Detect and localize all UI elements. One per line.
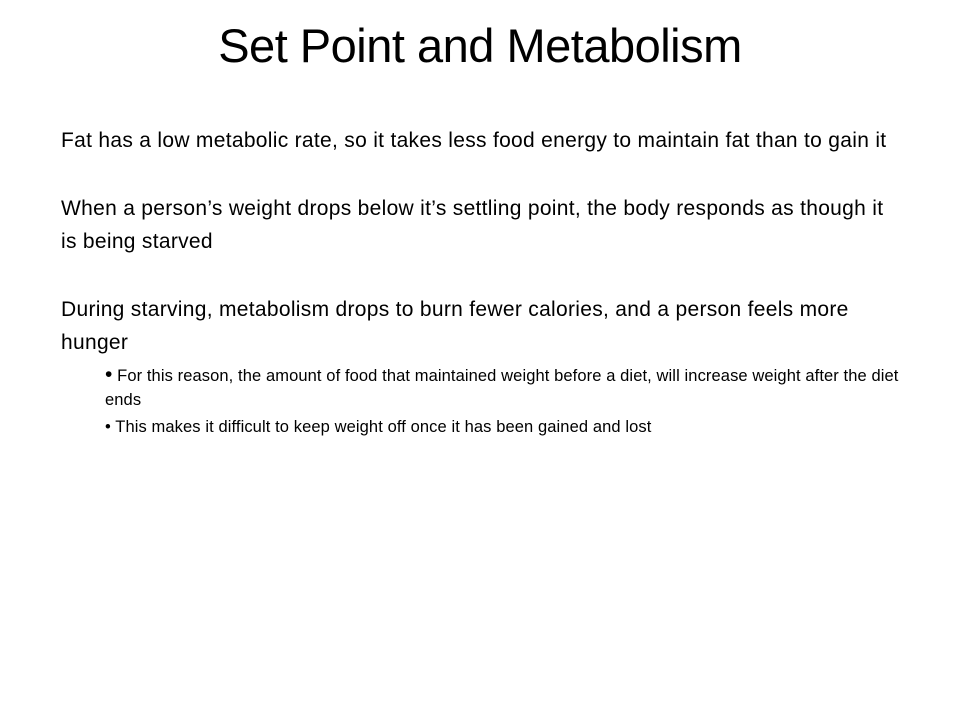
paragraph-settling-point: When a person’s weight drops below it’s settling point, the body responds as though it is being starved: [61, 197, 884, 253]
bullet-text: This makes it difficult to keep weight off once it has been gained and lost: [115, 418, 652, 436]
bullet-text: For this reason, the amount of food that maintained weight before a diet, will increase weight after the diet ends: [105, 367, 899, 409]
bullet-list: [61, 363, 901, 439]
bullet-dot: •: [105, 418, 111, 436]
paragraph-fat-metabolic-rate: Fat has a low metabolic rate, so it takes less food energy to maintain fat than to gain it: [61, 129, 887, 152]
slide-body: [61, 124, 901, 442]
slide-title: Set Point and Metabolism: [218, 19, 742, 72]
paragraph-starving: During starving, metabolism drops to burn fewer calories, and a person feels more hunger: [61, 298, 849, 354]
bullet-dot: •: [105, 363, 113, 386]
bullet-item: [105, 363, 901, 412]
bullet-item: [105, 415, 901, 439]
